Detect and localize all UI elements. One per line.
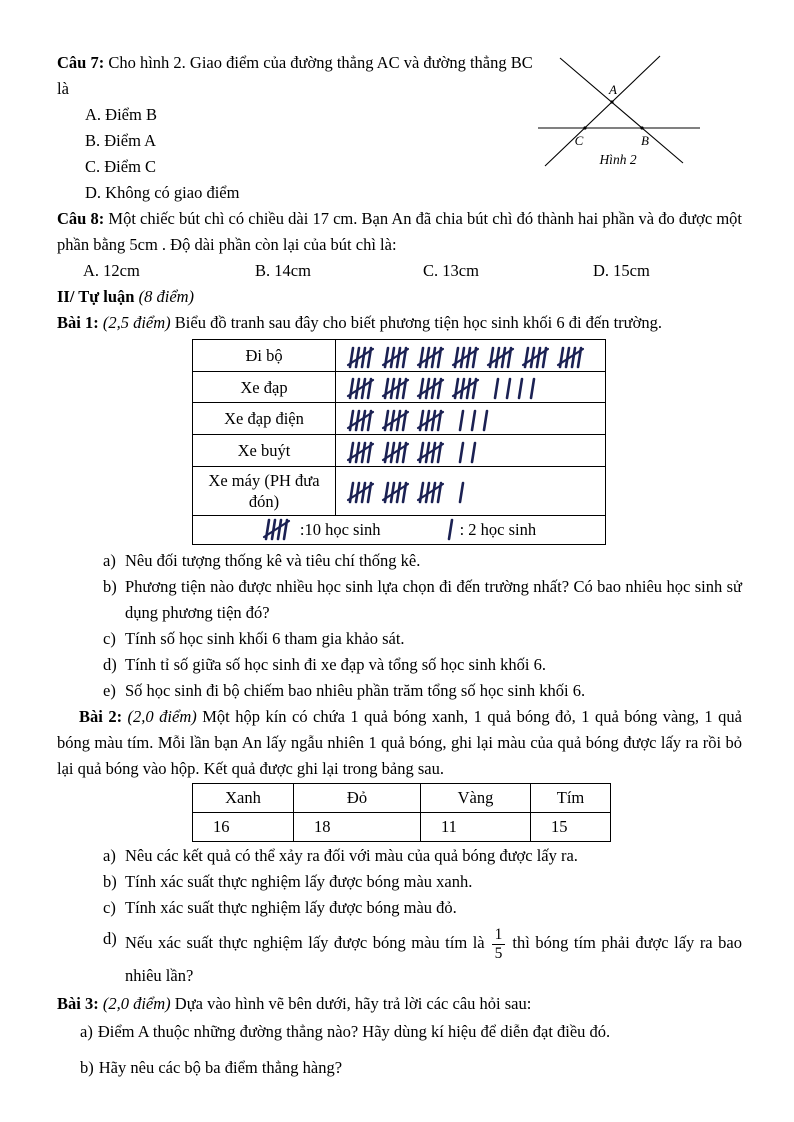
tally-row: [193, 371, 606, 403]
question-8-text: Một chiếc bút chì có chiều dài 17 cm. Bạn An đã chia bút chì đó thành hai phần và đo được một phần bằng 5cm . Độ dài phần còn lại của bút chì là:: [57, 209, 742, 254]
tally-row-marks: [336, 466, 606, 515]
tally-group-icon: [346, 480, 375, 505]
q8-answer-option: D. 15cm: [593, 261, 650, 280]
exercise-2-label: Bài 2:: [79, 706, 123, 726]
results-header-cell: Vàng: [421, 783, 531, 812]
section-2-label: II/ Tự luận: [57, 287, 135, 306]
section-2-points: (8 điểm): [134, 287, 195, 306]
results-header-cell: Tím: [531, 783, 611, 812]
tally-group-icon: [346, 440, 375, 465]
item-text: Điểm A thuộc những đường thẳng nào? Hãy dùng kí hiệu để diễn đạt điều đó.: [97, 1021, 611, 1041]
point-label-c: C: [574, 133, 584, 148]
tally-group-icon: [381, 376, 410, 401]
fraction-denominator: 5: [494, 944, 503, 962]
item-text: Phương tiện nào được nhiều học sinh lựa chọn đi đến trường nhất? Có bao nhiêu học sinh sử dụng phương tiện đó?: [125, 576, 742, 622]
exercise-1-intro: [57, 310, 742, 336]
item-d-before: Nếu xác suất thực nghiệm lấy được bóng màu tím là: [125, 933, 485, 953]
question-7-text: Cho hình 2. Giao điểm của đường thẳng AC và đường thẳng BC là: [57, 53, 533, 98]
results-value-cell: 18: [294, 812, 421, 841]
item-marker: d): [103, 654, 117, 674]
tally-row: [193, 435, 606, 467]
tally-group-icon: [416, 408, 445, 433]
question-8-label: Câu 8:: [57, 209, 105, 228]
tally-group-icon: [556, 345, 585, 370]
exercise-1-text: Biểu đồ tranh sau đây cho biết phương tiện học sinh khối 6 đi đến trường.: [170, 313, 662, 332]
tally-row-marks: [336, 371, 606, 403]
exercise-3-items: [57, 1019, 742, 1081]
question-item: [57, 574, 742, 626]
tally-group-icon: [416, 376, 445, 401]
item-marker: b): [103, 576, 117, 596]
tally-group-icon: [451, 376, 480, 401]
item-text: Tính xác suất thực nghiệm lấy được bóng màu xanh.: [125, 871, 473, 891]
tally-group-icon: [381, 408, 410, 433]
tally-single-icon: [491, 376, 501, 401]
pictogram-table: [192, 339, 606, 545]
exercise-1-items: [57, 548, 742, 704]
tally-legend: [193, 515, 606, 544]
tally-row-marks: [336, 435, 606, 467]
tally-group-icon: [381, 440, 410, 465]
geometry-figure: [533, 48, 748, 173]
item-marker: c): [103, 628, 116, 648]
tally-single-icon: [468, 440, 478, 465]
tally-group-icon: [416, 345, 445, 370]
results-header-cell: Xanh: [193, 783, 294, 812]
tally-group-icon: [346, 408, 375, 433]
tally-row-marks: [336, 340, 606, 372]
question-item: [57, 548, 742, 574]
tally-group-icon: [416, 440, 445, 465]
tally-group-icon: [346, 345, 375, 370]
legend-single-label: : 2 học sinh: [459, 519, 537, 539]
tally-single-icon: [503, 376, 513, 401]
results-value-cell: 15: [531, 812, 611, 841]
q7-answer-option: C. Điểm C: [85, 157, 157, 176]
item-marker: a): [103, 550, 116, 570]
tally-single-icon: [480, 408, 490, 433]
fraction-numerator: 1: [492, 926, 506, 945]
tally-row-label: Xe máy (PH đưa đón): [193, 466, 336, 515]
item-d-after: thì bóng tím phải được lấy ra bao nhiêu lần?: [125, 933, 742, 985]
tally-single-icon: [456, 440, 466, 465]
fraction-one-fifth: [492, 926, 506, 963]
legend-group-label: :10 học sinh: [299, 519, 381, 539]
tally-single-icon: [527, 376, 537, 401]
tally-group-icon: [381, 480, 410, 505]
results-header-cell: Đỏ: [294, 783, 421, 812]
q8-answer-option: C. 13cm: [423, 261, 479, 280]
tally-single-icon: [468, 408, 478, 433]
tally-row: [193, 340, 606, 372]
item-text: Số học sinh đi bộ chiếm bao nhiêu phần trăm tổng số học sinh khối 6.: [125, 680, 586, 700]
exercise-3-label: Bài 3:: [57, 993, 99, 1013]
point-label-a: A: [609, 82, 617, 97]
question-8-options: [57, 258, 742, 284]
question-8: [57, 206, 742, 258]
q7-answer-option: A. Điểm B: [85, 105, 157, 124]
item-marker: e): [103, 680, 116, 700]
item-marker: c): [103, 897, 116, 917]
figure-hinh-2: [533, 48, 748, 181]
tally-legend-row: [193, 515, 606, 544]
tally-group-icon: [381, 345, 410, 370]
tally-single-icon: [515, 376, 525, 401]
exercise-2-item-d: [57, 926, 742, 989]
tally-group-icon: [346, 376, 375, 401]
q8-answer-option: B. 14cm: [255, 261, 311, 280]
item-marker: d): [103, 928, 117, 948]
results-table: [192, 783, 611, 842]
question-item: [57, 652, 742, 678]
tally-group-icon: [486, 345, 515, 370]
item-marker: a): [80, 1021, 93, 1041]
point-label-b: B: [641, 133, 649, 148]
item-text: Nêu các kết quả có thể xảy ra đối với màu của quả bóng được lấy ra.: [125, 845, 578, 865]
item-text: [125, 925, 742, 985]
question-7: [57, 50, 535, 102]
item-text: Tính tỉ số giữa số học sinh đi xe đạp và tổng số học sinh khối 6.: [125, 654, 546, 674]
tally-row: [193, 466, 606, 515]
question-item: [57, 626, 742, 652]
exercise-1-points: (2,5 điểm): [98, 313, 171, 332]
section-2-heading: [57, 284, 742, 310]
tally-group-icon: [521, 345, 550, 370]
results-value-row: [193, 812, 611, 841]
tally-row: [193, 403, 606, 435]
tally-row-marks: [336, 403, 606, 435]
figure-caption: Hình 2: [599, 152, 637, 167]
question-item: [57, 1019, 742, 1045]
item-marker: b): [80, 1057, 94, 1077]
question-item: [57, 1055, 742, 1081]
item-text: Hãy nêu các bộ ba điểm thẳng hàng?: [98, 1057, 343, 1077]
item-text: Nêu đối tượng thống kê và tiêu chí thống kê.: [125, 550, 421, 570]
tally-group-icon: [451, 345, 480, 370]
exercise-2-items: [57, 843, 742, 921]
exercise-1-label: Bài 1:: [57, 313, 99, 332]
q8-answer-option: A. 12cm: [83, 261, 140, 280]
exercise-2-text: Một hộp kín có chứa 1 quả bóng xanh, 1 quả bóng đỏ, 1 quả bóng vàng, 1 quả bóng màu tím. Mỗi lần bạn An lấy ngẫu nhiên 1 quả bóng, ghi lại màu của quả bóng được lấy ra rồi bỏ lại quả bóng vào hộp. Kết quả được ghi lại trong bảng sau.: [57, 706, 742, 778]
question-item: [57, 869, 742, 895]
question-7-label: Câu 7:: [57, 53, 105, 72]
tally-row-label: Xe đạp điện: [193, 403, 336, 435]
tally-row-label: Xe đạp: [193, 371, 336, 403]
item-marker: a): [103, 845, 116, 865]
tally-single-icon: [445, 517, 455, 542]
exercise-3-intro: [57, 991, 742, 1017]
exercise-2-points: (2,0 điểm): [122, 706, 197, 726]
item-text: Tính số học sinh khối 6 tham gia khảo sát.: [125, 628, 405, 648]
exercise-3-text: Dựa vào hình vẽ bên dưới, hãy trả lời các câu hỏi sau:: [170, 993, 532, 1013]
tally-group-icon: [416, 480, 445, 505]
results-header-row: [193, 783, 611, 812]
tally-single-icon: [456, 408, 466, 433]
results-value-cell: 11: [421, 812, 531, 841]
exercise-3-points: (2,0 điểm): [98, 993, 171, 1013]
item-text: Tính xác suất thực nghiệm lấy được bóng màu đỏ.: [125, 897, 457, 917]
question-item: [57, 895, 742, 921]
q7-answer-option: B. Điểm A: [85, 131, 157, 150]
tally-group-icon: [262, 517, 291, 542]
results-value-cell: 16: [193, 812, 294, 841]
tally-row-label: Đi bộ: [193, 340, 336, 372]
item-marker: b): [103, 871, 117, 891]
tally-row-label: Xe buýt: [193, 435, 336, 467]
exercise-2-intro: [57, 704, 742, 782]
question-item: [57, 678, 742, 704]
q7-answer-option: D. Không có giao điểm: [85, 183, 240, 202]
tally-single-icon: [456, 480, 466, 505]
question-item: [57, 843, 742, 869]
